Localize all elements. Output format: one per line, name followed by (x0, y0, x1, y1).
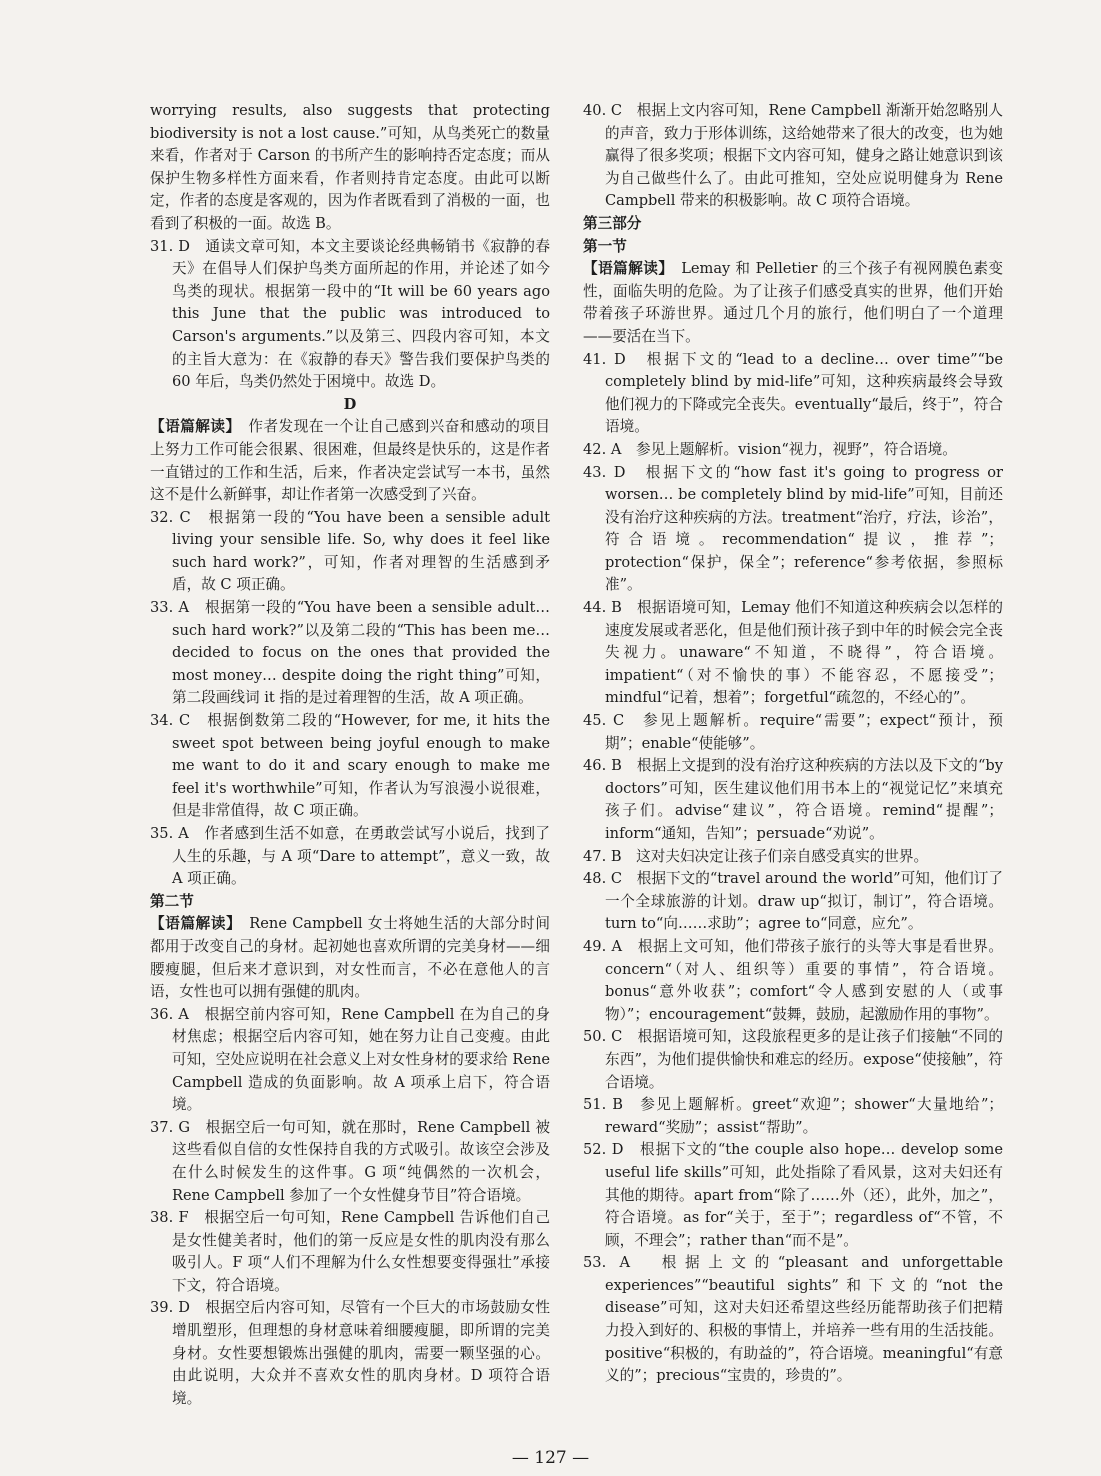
passage-analysis (583, 258, 1003, 348)
left-column (150, 100, 550, 1410)
analysis-text: 作者发现在一个让自己感到兴奋和感动的项目上努力工作可能会很累、很困难，但最终是快乐的，这是作者一直错过的工作和生活，后来，作者决定尝试写一本书，虽然这不是什么新鲜事，却让作者第一次感受到了兴奋。 (150, 418, 550, 504)
analysis-text: Lemay 和 Pelletier 的三个孩子有视网膜色素变性，面临失明的危险。为了让孩子们感受真实的世界，他们开始带着孩子环游世界。通过几个月的旅行，他们明白了一个道理——要活在当下。 (583, 260, 1003, 345)
analysis-text: Rene Campbell 女士将她生活的大部分时间都用于改变自己的身材。起初她也喜欢所谓的完美身材——细腰瘦腿，但后来才意识到，对女性而言，不必在意他人的言语，女性也可以拥有强健的肌肉。 (150, 915, 550, 1001)
section-heading: 第二节 (150, 892, 194, 910)
answer-item: 37. G 根据空后一句可知，就在那时，Rene Campbell 被这些看似自信的女性保持自我的方式吸引。故该空会涉及在什么时候发生的这件事。G 项“纯偶然的一次机会，Rene Campbell 参加了一个女性健身节目”符合语境。 (150, 1118, 550, 1204)
answer-item: 35. A 作者感到生活不如意，在勇敢尝试写小说后，找到了人生的乐趣，与 A 项“Dare to attempt”，意义一致，故 A 项正确。 (150, 825, 550, 888)
answer-item: 49. A 根据上文可知，他们带孩子旅行的头等大事是看世界。concern“（对人、组织等）重要的事情”，符合语境。bonus“意外收获”；comfort“令人感到安慰的人（或事物）”；encouragement“鼓舞，鼓励，起激励作用的事物”。 (583, 937, 1003, 1023)
section-heading: 第三部分 (583, 214, 642, 232)
answer-item: 53. A 根据上文的“pleasant and unforgettable experiences”“beautiful sights”和下文的“not the disease”可知，这对夫妇还希望这些经历能帮助孩子们把精力投入到好的、积极的事情上，并培养一些有用的生活技能。positive“积极的，有助益的”，符合语境。meaningful“有意义的”；precious“宝贵的，珍贵的”。 (583, 1254, 1003, 1385)
answer-item: 31. D 通读文章可知，本文主要谈论经典畅销书《寂静的春天》在倡导人们保护鸟类方面所起的作用，并论述了如今鸟类的现状。根据第一段中的“It will be 60 years ago this June that the public was introduced to Carson's arguments.”以及第三、四段内容可知，本文的主旨大意为：在《寂静的春天》警告我们要保护鸟类的 60 年后，鸟类仍然处于困境中。故选 D。 (150, 237, 550, 391)
answer-item: 44. B 根据语境可知，Lemay 他们不知道这种疾病会以怎样的速度发展或者恶化，但是他们预计孩子到中年的时候会完全丧失视力。unaware“不知道，不晓得”，符合语境。impatient“（对不愉快的事）不能容忍，不愿接受”；mindful“记着，想着”；forgetful“疏忽的，不经心的”。 (583, 599, 1003, 707)
section-heading: 第一节 (583, 237, 627, 255)
answer-item: 43. D 根据下文的“how fast it's going to progress or worsen… be completely blind by mid-life”可知，目前还没有治疗这种疾病的方法。treatment“治疗，疗法，诊治”，符合语境。recommendation“提议，推荐”；protection“保护，保全”；reference“参考依据，参照标准”。 (583, 463, 1003, 594)
passage-heading: D (343, 395, 357, 413)
passage-analysis (150, 913, 550, 1003)
analysis-tag: 【语篇解读】 (150, 418, 234, 436)
answer-item: 40. C 根据上文内容可知，Rene Campbell 渐渐开始忽略别人的声音，致力于形体训练，这给她带来了很大的改变，也为她赢得了很多奖项；根据下文内容可知，健身之路让她意识到该为自己做些什么了。由此可推知，空处应说明健身为 Rene Campbell 带来的积极影响。故 C 项符合语境。 (583, 102, 1003, 210)
answer-item: 34. C 根据倒数第二段的“However, for me, it hits the sweet spot between being joyful enough to make me want to do it and scary enough to make me feel it's worthwhile”可知，作者认为写浪漫小说很难，但是非常值得，故 C 项正确。 (150, 712, 550, 820)
answer-item: 38. F 根据空后一句可知，Rene Campbell 告诉他们自己是女性健美者时，他们的第一反应是女性的肌肉没有那么吸引人。F 项“人们不理解为什么女性想要变得强壮”承接下文，符合语境。 (150, 1209, 550, 1294)
continued-text: worrying results, also suggests that protecting biodiversity is not a lost cause.”可知，从鸟类死亡的数量来看，作者对于 Carson 的书所产生的影响持否定态度；而从保护生物多样性方面来看，作者则持肯定态度。由此可以断定，作者的态度是客观的，因为作者既看到了消极的一面，也看到了积极的一面。故选 B。 (150, 102, 550, 232)
analysis-tag: 【语篇解读】 (150, 915, 235, 933)
answer-item: 45. C 参见上题解析。require“需要”；expect“预计，预期”；enable“使能够”。 (583, 712, 1003, 752)
answer-item: 32. C 根据第一段的“You have been a sensible adult living your sensible life. So, why does it feel like such hard work?”，可知，作者对理智的生活感到矛盾，故 C 项正确。 (150, 508, 550, 594)
answer-item: 51. B 参见上题解析。greet“欢迎”；shower“大量地给”；reward“奖励”；assist“帮助”。 (583, 1096, 1003, 1136)
answer-item: 52. D 根据下文的“the couple also hope… develop some useful life skills”可知，此处指除了看风景，这对夫妇还有其他的期待。apart from“除了……外（还），此外，加之”，符合语境。as for“关于，至于”；regardless of“不管，不顾，不理会”；rather than“而不是”。 (583, 1141, 1003, 1249)
answer-item: 46. B 根据上文提到的没有治疗这种疾病的方法以及下文的“by doctors”可知，医生建议他们用书本上的“视觉记忆”来填充孩子们。advise“建议”，符合语境。remind“提醒”；inform“通知，告知”；persuade“劝说”。 (583, 757, 1003, 842)
answer-item: 42. A 参见上题解析。vision“视力，视野”，符合语境。 (583, 440, 957, 458)
answer-item: 41. D 根据下文的“lead to a decline… over time”“be completely blind by mid-life”可知，这种疾病最终会导致他们视力的下降或完全丧失。eventually“最后，终于”，符合语境。 (583, 350, 1003, 436)
answer-item: 36. A 根据空前内容可知，Rene Campbell 在为自己的身材焦虑；根据空后内容可知，她在努力让自己变瘦。由此可知，空处应说明在社会意义上对女性身材的要求给 Rene Campbell 造成的负面影响。故 A 项承上启下，符合语境。 (150, 1005, 550, 1114)
passage-analysis (150, 416, 550, 506)
answer-item: 50. C 根据语境可知，这段旅程更多的是让孩子们接触“不同的东西”，为他们提供愉快和难忘的经历。expose“使接触”，符合语境。 (583, 1028, 1003, 1091)
answer-item: 39. D 根据空后内容可知，尽管有一个巨大的市场鼓励女性增肌塑形，但理想的身材意味着细腰瘦腿，即所谓的完美身材。女性要想锻炼出强健的肌肉，需要一颗坚强的心。由此说明，大众并不喜欢女性的肌肉身材。D 项符合语境。 (150, 1299, 550, 1407)
analysis-tag: 【语篇解读】 (583, 260, 667, 278)
answer-item: 33. A 根据第一段的“You have been a sensible adult… such hard work?”以及第二段的“This has been me… decided to focus on the ones that provided the most money… despite doing the right thing”可知，第二段画线词 it 指的是过着理智的生活，故 A 项正确。 (150, 599, 550, 707)
right-column (583, 100, 1003, 1388)
answer-item: 48. C 根据下文的“travel around the world”可知，他们订了一个全球旅游的计划。draw up“拟订，制订”，符合语境。turn to“向……求助”；agree to“同意，应允”。 (583, 870, 1003, 933)
answer-item: 47. B 这对夫妇决定让孩子们亲自感受真实的世界。 (583, 847, 929, 865)
page-number: — 127 — (511, 1448, 590, 1468)
